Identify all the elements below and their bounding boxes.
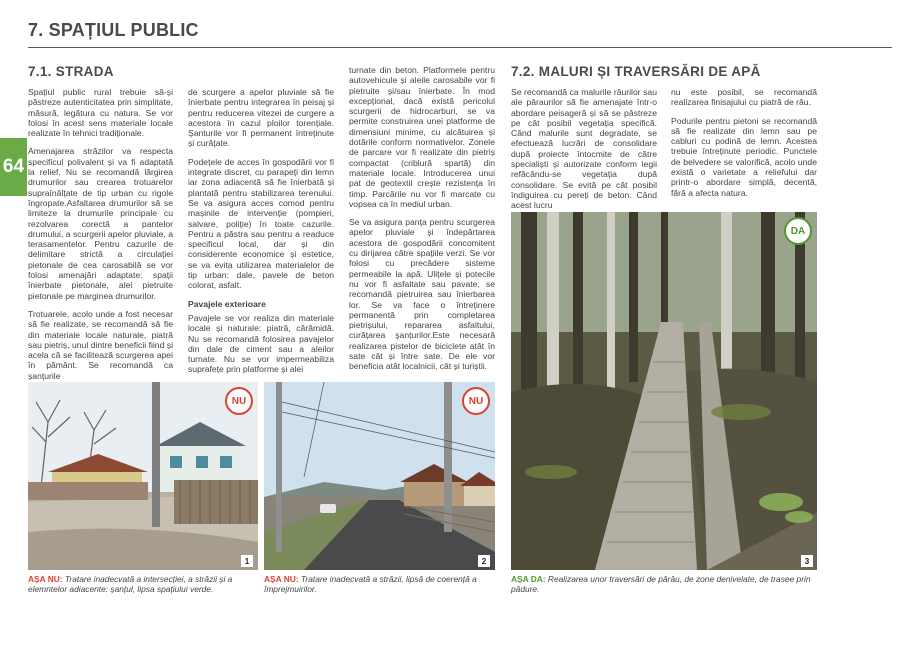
paragraph: Trotuarele, acolo unde a fost necesar să fie realizate, se recomandă să fie din materiale locale naturale, piatră sau pietriș, unul dintre beneficii fiind și acela că se facilitează scurgerea apei în pământ. Se recomandă ca șanțurile [28, 308, 173, 381]
caption-label: AȘA DA: [511, 574, 546, 584]
maluri-column-2 [671, 87, 817, 206]
paragraph: Amenajarea străzilor va respecta specificul polivalent și va fi adaptată la relief. Nu se recomandă lărgirea drumurilor sau crearea trotuarelor supraînălțate de tip urban cu rigole îngropate.Asfaltarea drumurilor să se limiteze la drumurile principale cu rezolvarea corectă a pantelor drumului, a scurgerii apelor pluviale, a terasamentelor. Pentru cazurile de delimitare strictă a circulației pietonale de cea carosabilă se vor folosi amenajări adaptate: spații înierbate pietonale, alei pietruite pietonale pe marginea drumurilor. [28, 146, 173, 301]
title-divider [28, 47, 892, 48]
badge-nu: NU [225, 387, 253, 415]
caption-label: AȘA NU: [264, 574, 299, 584]
badge-nu: NU [462, 387, 490, 415]
caption-text: Realizarea unor traversări de pârâu, de zone denivelate, de trasee prin pădure. [511, 574, 811, 594]
caption-photo-2 [264, 575, 495, 594]
paragraph: Pavajele se vor realiza din materiale locale și naturale: piatră, cărămidă. Nu se recomandă folosirea pavajelor din dale de ciment sau a aleilor turnate. Nu se vor impermeabiliza suprafețe prin platforme și alei [188, 312, 334, 375]
photo-number: 1 [241, 555, 253, 567]
subheading-pavaje: Pavajele exterioare [188, 298, 266, 309]
paragraph: Podețele de acces în gospodării vor fi integrate discret, cu parapeți din lemn iar zona adiacentă să fie înierbată și plantată pentru stabilizarea terenului. Se va asigura acces comod pentru mașinile de intervenție (pompieri, salvare, poliție) în toate cazurile. Pentru a păstra sau pentru a readuce specificul local, dar și din considerente economice și estetice, se va evita utilizarea materialelor de tip urban: dale, pavele de beton colorat, asfalt. [188, 156, 334, 291]
badge-da: DA [784, 217, 812, 245]
strada-column-3 [349, 65, 495, 380]
caption-photo-1 [28, 575, 258, 594]
page-number-tab: 64 [0, 138, 27, 196]
photo-street [264, 382, 495, 570]
paragraph: de scurgere a apelor pluviale să fie înierbate pentru integrarea în peisaj și pentru reducerea vitezei de curgere a acestora în cazul ploilor torențiale. Șanturile vor fi permanent întreținute și curățate. [188, 87, 334, 149]
caption-text: Tratare inadecvată a străzii, lipsă de coerență a împrejmuirilor. [264, 574, 477, 594]
photo-number: 3 [801, 555, 813, 567]
caption-text: Tratare inadecvată a intersecției, a străzii și a elemntelor adiacente: șanțul, lipsa spațiului verde. [28, 574, 233, 594]
paragraph: nu este posibil, se recomandă realizarea finisajului cu piatră de râu. [671, 87, 817, 108]
photo-number: 2 [478, 555, 490, 567]
strada-column-1 [28, 87, 173, 389]
caption-label: AȘA NU: [28, 574, 63, 584]
section-heading-maluri: 7.2. MALURI ȘI TRAVERSĂRI DE APĂ [511, 64, 761, 79]
strada-column-2 [188, 87, 334, 383]
paragraph: Podurile pentru pietoni se recomandă să fie realizate din lemn sau pe cabluri cu podină de lemn. Acestea trebuie întreținute periodic. Punctele de belvedere se valorifică, acolo unde există o varietate a reliefului dar printr-o abordare simplă, decentă, fără a afecta natura. [671, 115, 817, 198]
paragraph: turnate din beton. Platformele pentru autovehicule și aleile carosabile vor fi pietruite și/sau înierbate. În mod excepțional, dacă există pericolul scurgerii de hidrocarburi, se va permite construirea unei platforme de dimensiuni minime, cu alcătuirea și dotările conform normativelor. Zonele de parcare vor fi realizate din pietriș compactat (criblură spartă) din materiale locale. Introducerea unui pat de geotextil crește rezistența în timp. Parcările nu vor fi marcate cu vopsea ca în mediul urban. [349, 65, 495, 209]
caption-photo-3 [511, 575, 817, 594]
section-heading-strada: 7.1. STRADA [28, 64, 114, 79]
page-title: 7. SPAȚIUL PUBLIC [28, 20, 199, 40]
paragraph: Spațiul public rural trebuie să-și păstreze autenticitatea prin simplitate, măsură, legătura cu natura. Se vor folosi în acest sens materiale locale realizate în tehnici tradiționale. [28, 87, 173, 139]
maluri-column-1 [511, 87, 657, 219]
photo-forest-boardwalk [511, 212, 817, 570]
photo-intersection [28, 382, 258, 570]
paragraph: Se va asigura panța pentru scurgerea apelor pluviale și îndepărtarea acestora de gospodării concomitent cu dirijarea către spațiile verzi. Se vor folosi cu precădere sisteme permeabile la apă. Ulițele și potecile nu vor fi asfaltate sau pavate, se recomandă pietruirea sau înierbarea lor. Se va face o întreținere permanentă prin completarea pietrișului, repararea asfaltului, curățarea șanțurilor.Este necesară realizarea pistelor de biciclete atât în sate cât și între sate. De ele vor beneficia atât localnicii, cât și turiștii. [349, 217, 495, 372]
paragraph: Se recomandă ca malurile râurilor sau ale pâraurilor să fie amenajate într-o abordare peisageră și să se păstreze pe cât posibil vegetația specifică. Când malurile sunt degradate, se efectuează lucrări de consolidare după proiecte întocmite de către specialiști și autorizate conform legii refăcându-se vegetația după consolidare. Se evită pe cât posibil îndiguirea cu pereți de beton. Când acest lucru [511, 87, 657, 211]
